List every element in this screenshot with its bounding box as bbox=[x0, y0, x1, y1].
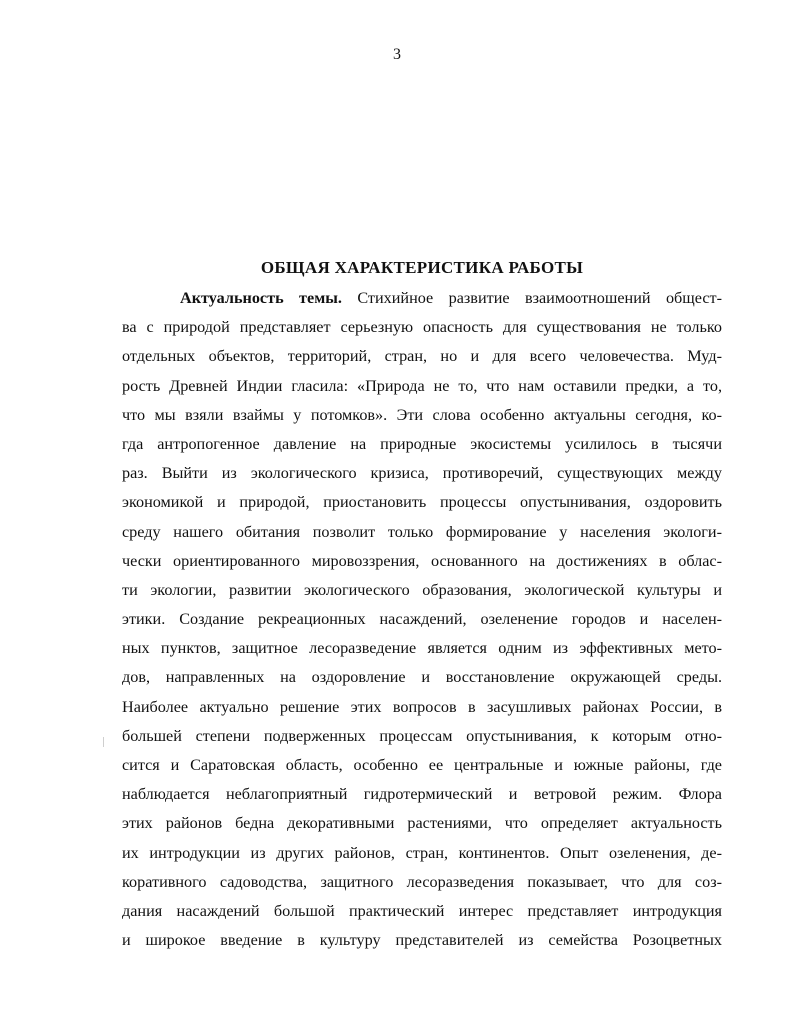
text-line: ва с природой представляет серьезную опасность для существования не только bbox=[122, 318, 722, 337]
text-line: сится и Саратовская область, особенно ее центральные и южные районы, где bbox=[122, 756, 722, 774]
text-line: ти экологии, развитии экологического образования, экологической культуры и bbox=[122, 580, 722, 599]
text-line: среду нашего обитания позволит только формирование у населения экологи- bbox=[122, 522, 722, 541]
lead-term: Актуальность темы. bbox=[180, 289, 342, 307]
text-line: дания насаждений большой практический интерес представляет интродукция bbox=[122, 901, 722, 920]
section-heading: ОБЩАЯ ХАРАКТЕРИСТИКА РАБОТЫ bbox=[260, 258, 584, 277]
text-line: отдельных объектов, территорий, стран, но и для всего человечества. Муд- bbox=[122, 347, 722, 366]
text-line: дов, направленных на оздоровление и восстановление окружающей среды. bbox=[122, 668, 722, 687]
text-line: ных пунктов, защитное лесоразведение является одним из эффективных мето- bbox=[122, 639, 722, 658]
paragraph-first-line bbox=[122, 284, 722, 313]
text-line: этики. Создание рекреационных насаждений, озеленение городов и населен- bbox=[122, 610, 722, 629]
text-line: рость Древней Индии гласила: «Природа не то, что нам оставили предки, а то, bbox=[122, 376, 722, 395]
text-line: коративного садоводства, защитного лесоразведения показывает, что для соз- bbox=[122, 872, 722, 891]
text-line: большей степени подверженных процессам опустынивания, к которым отно- bbox=[122, 726, 722, 745]
text-line: что мы взяли взаймы у потомков». Эти слова особенно актуальны сегодня, ко- bbox=[122, 405, 722, 424]
scan-artifact bbox=[103, 737, 104, 747]
text-line: гда антропогенное давление на природные экосистемы усилилось в тысячи bbox=[122, 434, 722, 453]
text-line: чески ориентированного мировоззрения, основанного на достижениях в облас- bbox=[122, 551, 722, 570]
text-line: наблюдается неблагоприятный гидротермический и ветровой режим. Флора bbox=[122, 785, 722, 804]
text-line: раз. Выйти из экологического кризиса, противоречий, существующих между bbox=[122, 464, 722, 483]
text-line: этих районов бедна декоративными растениями, что определяет актуальность bbox=[122, 814, 722, 833]
page-number: 3 bbox=[393, 46, 401, 63]
text-line: их интродукции из других районов, стран, континентов. Опыт озеленения, де- bbox=[122, 843, 722, 862]
text-line: Наиболее актуально решение этих вопросов в засушливых районах России, в bbox=[122, 697, 722, 716]
text-line: и широкое введение в культуру представителей из семейства Розоцветных bbox=[122, 931, 722, 950]
text-line: экономикой и природой, приостановить процессы опустынивания, оздоровить bbox=[122, 493, 722, 512]
first-line-text: Стихийное развитие взаимоотношений общест- bbox=[341, 289, 722, 307]
body-text bbox=[122, 284, 722, 955]
